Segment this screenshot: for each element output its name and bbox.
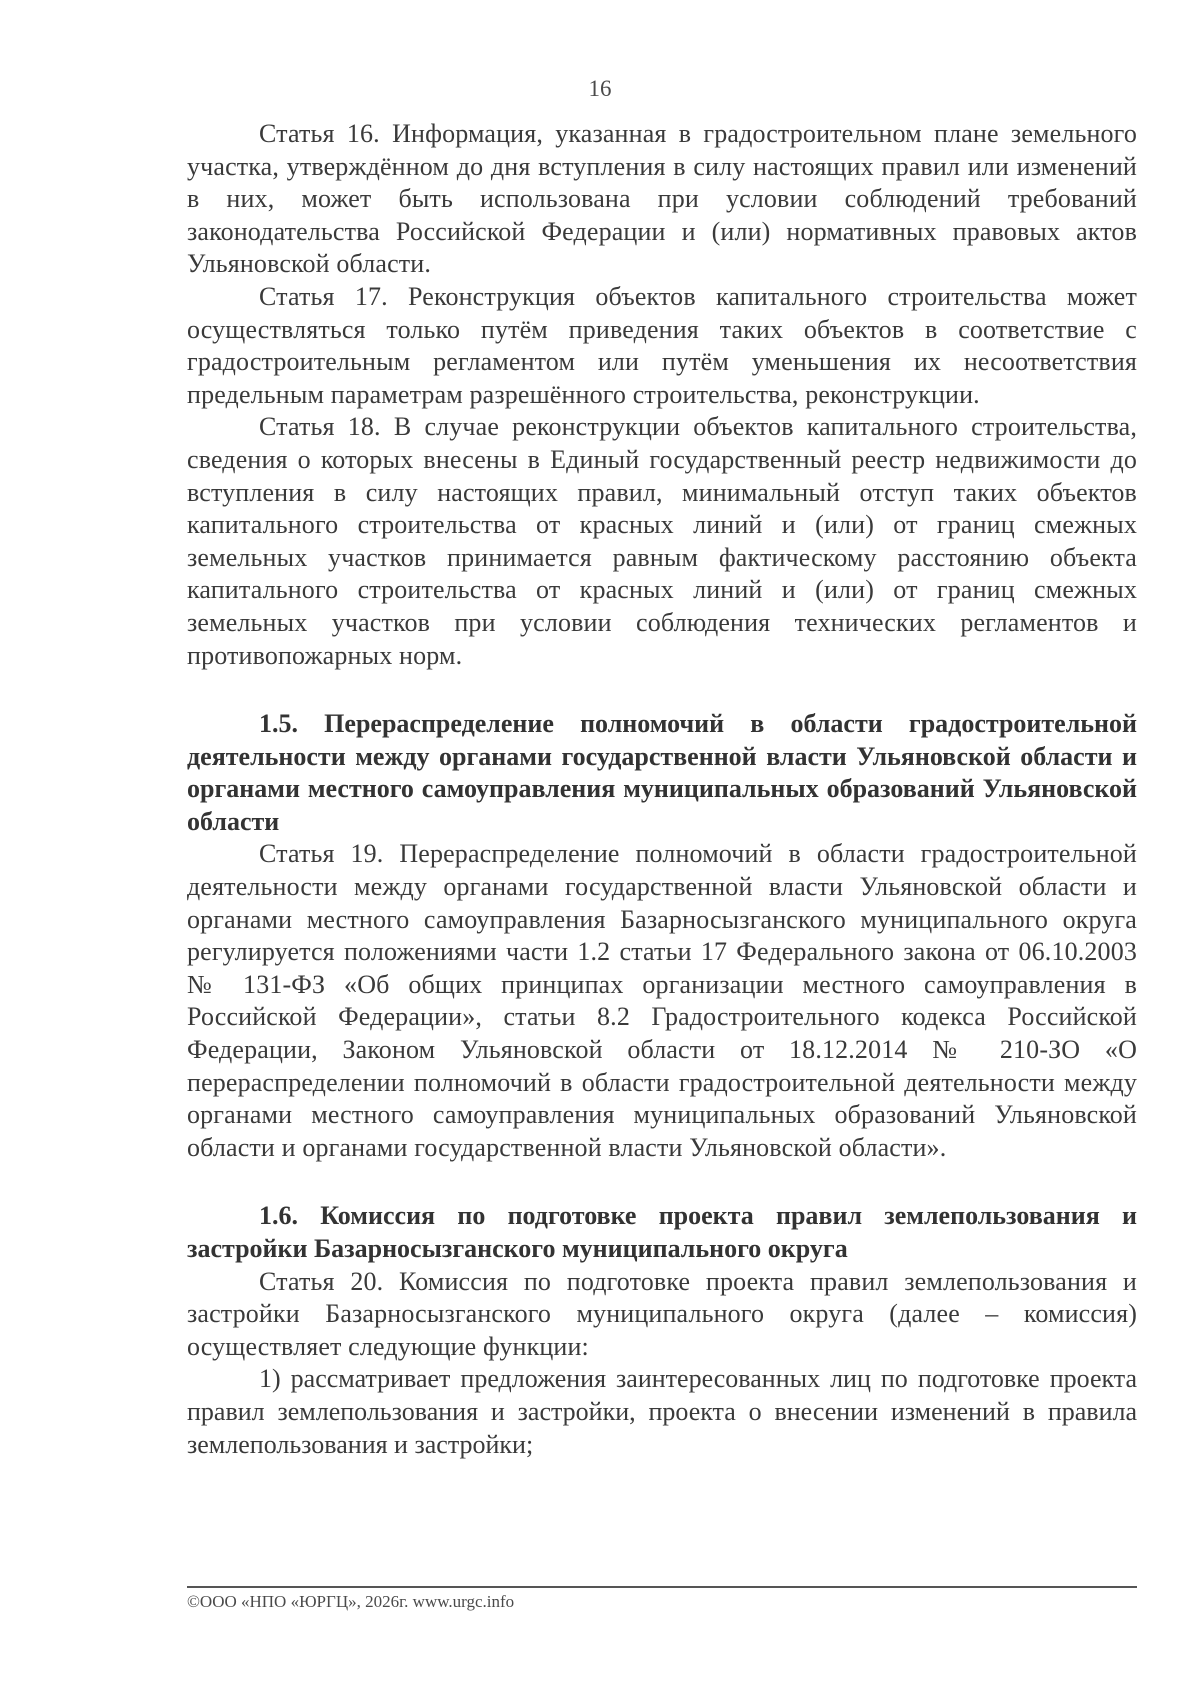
footer-divider [187,1586,1137,1588]
section-heading-1-5: 1.5. Перераспределение полномочий в области градостроительной деятельности между органами государственной власти Ульяновской области и органами местного самоуправления муниципальных образований Ульяновской области [187,709,1137,836]
article-19: Статья 19. Перераспределение полномочий в области градостроительной деятельности между органами государственной власти Ульяновской области и органами местного самоуправления Базарносызганского муниципального округа регулируется положениями части 1.2 статьи 17 Федерального закона от 06.10.2003 № 131-ФЗ «Об общих принципах организации местного самоуправления в Российской Федерации», статьи 8.2 Градостроительного кодекса Российской Федерации, Законом Ульяновской области от 18.12.2014 № 210-ЗО «О перераспределении полномочий в области градостроительной деятельности между органами местного самоуправления муниципальных образований Ульяновской области и органами государственной власти Ульяновской области». [187,839,1137,1162]
list-item: 1) рассматривает предложения заинтересованных лиц по подготовке проекта правил землепользования и застройки, проекта о внесении изменений в правила землепользования и застройки; [187,1364,1137,1459]
article-20: Статья 20. Комиссия по подготовке проекта правил землепользования и застройки Базарносызганского муниципального округа (далее – комиссия) осуществляет следующие функции: [187,1266,1137,1361]
article-18: Статья 18. В случае реконструкции объектов капитального строительства, сведения о которых внесены в Единый государственный реестр недвижимости до вступления в силу настоящих правил, минимальный отступ таких объектов капитального строительства от красных линий и (или) от границ смежных земельных участков принимается равным фактическому расстоянию объекта капитального строительства от красных линий и (или) от границ смежных земельных участков при условии соблюдения технических регламентов и противопожарных норм. [187,412,1137,670]
article-17: Статья 17. Реконструкция объектов капитального строительства может осуществляться только путём приведения таких объектов в соответствие с градостроительным регламентом или путём уменьшения их несоответствия предельным параметрам разрешённого строительства, реконструкции. [187,281,1137,409]
section-spacer [187,672,1137,708]
footer-copyright: ©ООО «НПО «ЮРГЦ», 2026г. www.urgc.info [187,1592,515,1611]
section-spacer [187,1164,1137,1200]
page-number: 16 [588,76,612,101]
article-16: Статья 16. Информация, указанная в градостроительном плане земельного участка, утверждённом до дня вступления в силу настоящих правил или изменений в них, может быть использована при условии соблюдений требований законодательства Российской Федерации и (или) нормативных правовых актов Ульяновской области. [187,119,1137,279]
document-body [187,118,1137,1461]
section-heading-1-6: 1.6. Комиссия по подготовке проекта правил землепользования и застройки Базарносызганского муниципального округа [187,1201,1137,1263]
